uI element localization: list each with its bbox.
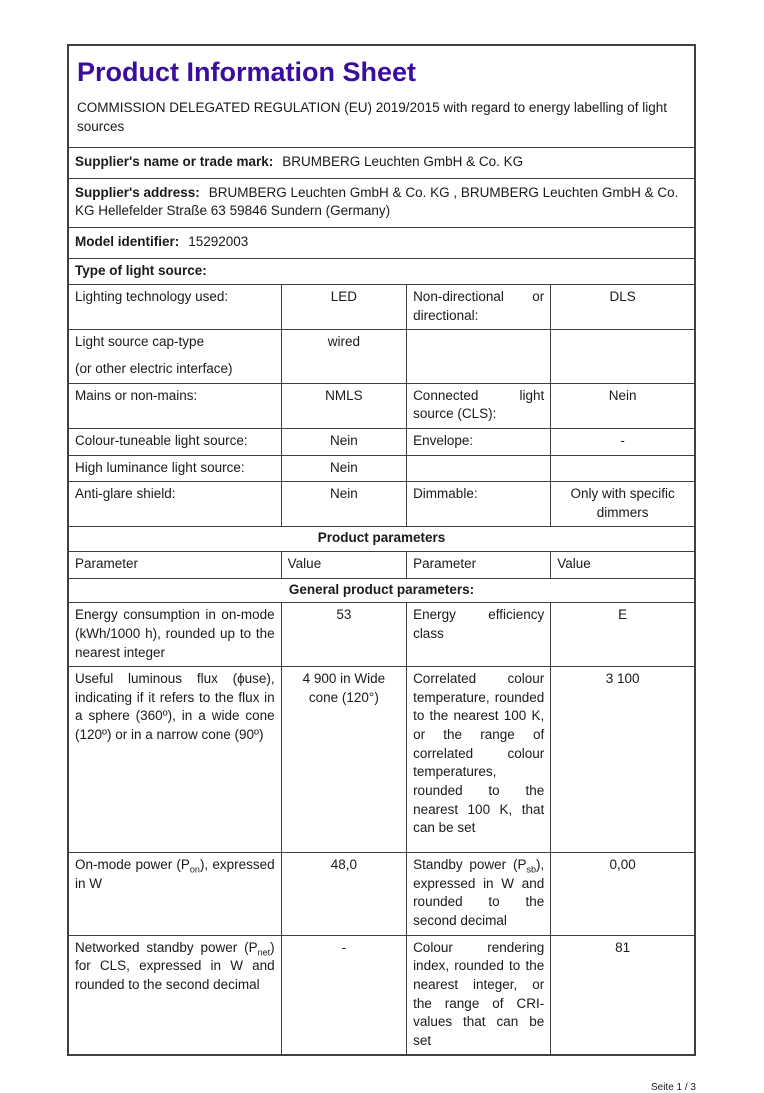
param-value-cell: 4 900 in Wide cone (120°) <box>281 667 406 853</box>
param-value-cell: 53 <box>281 603 406 667</box>
param-value-cell: - <box>551 428 695 455</box>
table-row-luminous-flux <box>68 667 695 853</box>
param-label-cell: Anti-glare shield: <box>68 482 281 527</box>
param-value-cell: wired <box>281 330 406 383</box>
param-value-cell <box>551 330 695 383</box>
table-row-on-mode-power <box>68 853 695 936</box>
model-identifier-row <box>68 227 695 258</box>
section-title: General product parameters: <box>68 578 695 603</box>
page-number: Seite 1 / 3 <box>650 1082 696 1093</box>
supplier-name-cell <box>68 148 695 179</box>
param-label-cell: Envelope: <box>407 428 551 455</box>
type-heading-label: Type of light source: <box>75 262 207 278</box>
model-identifier-label: Model identifier: <box>75 233 180 249</box>
param-label-cell: Dimmable: <box>407 482 551 527</box>
section-row-product-parameters <box>68 527 695 552</box>
supplier-address-value: BRUMBERG Leuchten GmbH & Co. KG , BRUMBERG Leuchten GmbH & Co. KG Hellefelder Straße 63 59846 Sundern (Germany) <box>75 184 679 219</box>
page-title: Product Information Sheet <box>77 57 417 87</box>
param-label-cell <box>407 853 551 936</box>
column-header: Value <box>281 552 406 579</box>
supplier-address-row <box>68 178 695 227</box>
table-row-mains <box>68 383 695 428</box>
supplier-name-value: BRUMBERG Leuchten GmbH & Co. KG <box>282 154 524 170</box>
label-subscript: sb <box>526 864 537 875</box>
supplier-name-row <box>68 148 695 179</box>
label-text: Standby power (P <box>413 857 527 873</box>
param-value-cell: 48,0 <box>281 853 406 936</box>
column-header: Value <box>551 552 695 579</box>
param-label-cell <box>68 935 281 1055</box>
column-header-row <box>68 552 695 579</box>
section-title: Product parameters <box>68 527 695 552</box>
param-value-cell: E <box>551 603 695 667</box>
param-value-cell: 81 <box>551 935 695 1055</box>
param-value-cell: - <box>281 935 406 1055</box>
header-row <box>68 45 695 148</box>
param-label-cell: Mains or non-mains: <box>68 383 281 428</box>
model-identifier-value: 15292003 <box>188 233 249 249</box>
product-info-sheet <box>67 44 696 1093</box>
table-row-anti-glare <box>68 482 695 527</box>
param-value-cell: Only with specific dimmers <box>551 482 695 527</box>
param-value-cell: Nein <box>281 428 406 455</box>
param-label-cell <box>68 853 281 936</box>
type-heading-row <box>68 258 695 285</box>
label-text: ), expressed in W and rounded to the second decimal <box>413 857 545 929</box>
table-row-lighting-technology <box>68 285 695 330</box>
param-value-cell: Nein <box>281 482 406 527</box>
param-label-cell <box>407 330 551 383</box>
table-row-cap-type <box>68 330 695 383</box>
table-row-networked-standby <box>68 935 695 1055</box>
param-label-cell: Colour rendering index, rounded to the nearest integer, or the range of CRI-values that can be set <box>407 935 551 1055</box>
param-label-cell: Correlated colour temperature, rounded to the nearest 100 K, or the range of correlated colour temperatures, rounded to the nearest 100 K, that can be set <box>407 667 551 853</box>
param-value-cell: 3 100 <box>551 667 695 853</box>
table-row-colour-tuneable <box>68 428 695 455</box>
section-row-general-parameters <box>68 578 695 603</box>
type-heading-cell <box>68 258 695 285</box>
param-value-cell: DLS <box>551 285 695 330</box>
param-label-cell <box>407 455 551 482</box>
label-text: On-mode power (P <box>75 857 190 873</box>
label-subscript: net <box>257 947 271 958</box>
product-info-table <box>67 44 696 1056</box>
param-value-cell: NMLS <box>281 383 406 428</box>
supplier-address-cell <box>68 178 695 227</box>
header-cell <box>68 45 695 148</box>
supplier-name-label: Supplier's name or trade mark: <box>75 154 274 170</box>
cap-type-line1: Light source cap-type <box>75 334 205 350</box>
regulation-subtitle: COMMISSION DELEGATED REGULATION (EU) 2019/2015 with regard to energy labelling of light sources <box>77 100 667 135</box>
table-row-energy-consumption <box>68 603 695 667</box>
param-value-cell: LED <box>281 285 406 330</box>
column-header: Parameter <box>68 552 281 579</box>
param-label-cell: Colour-tuneable light source: <box>68 428 281 455</box>
param-value-cell: Nein <box>551 383 695 428</box>
label-text: ), expressed in W <box>75 857 275 891</box>
param-label-cell: Energy consumption in on-mode (kWh/1000 h), rounded up to the nearest integer <box>68 603 281 667</box>
label-subscript: on <box>189 864 200 875</box>
param-label-cell: Non-directional or directional: <box>407 285 551 330</box>
column-header: Parameter <box>407 552 551 579</box>
label-text: ) for CLS, expressed in W and rounded to the second decimal <box>75 939 275 992</box>
param-label-cell: Lighting technology used: <box>68 285 281 330</box>
param-label-cell <box>68 330 281 383</box>
param-label-cell: Connected light source (CLS): <box>407 383 551 428</box>
supplier-address-label: Supplier's address: <box>75 184 200 200</box>
param-value-cell <box>551 455 695 482</box>
cap-type-line2: (or other electric interface) <box>75 361 233 377</box>
label-text: Networked standby power (P <box>75 939 258 955</box>
model-identifier-cell <box>68 227 695 258</box>
table-row-high-luminance <box>68 455 695 482</box>
param-label-cell: High luminance light source: <box>68 455 281 482</box>
param-value-cell: 0,00 <box>551 853 695 936</box>
param-label-cell: Useful luminous flux (ϕuse), indicating if it refers to the flux in a sphere (360º), in a wide cone (120º) or in a narrow cone (90º) <box>68 667 281 853</box>
param-value-cell: Nein <box>281 455 406 482</box>
param-label-cell: Energy efficiency class <box>407 603 551 667</box>
